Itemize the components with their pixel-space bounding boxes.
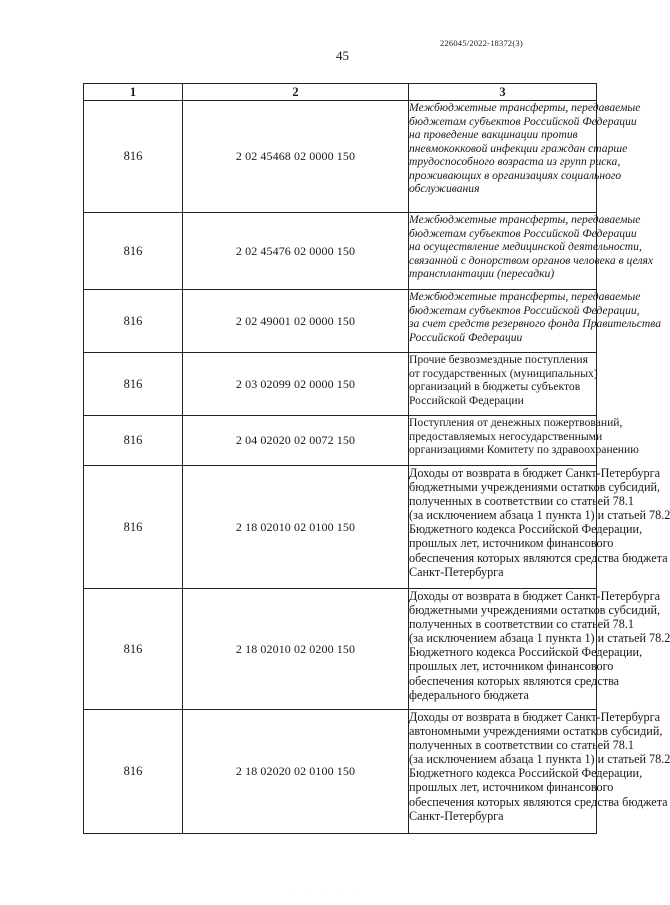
table-row (84, 416, 597, 466)
budget-code-cell: 2 18 02010 02 0200 150 (183, 589, 409, 710)
admin-code-cell: 816 (84, 589, 183, 710)
description-line: организаций в бюджеты субъектов (409, 380, 581, 393)
income-description-cell (409, 213, 654, 290)
income-description-cell (409, 710, 670, 834)
description-line: трансплантации (пересадки) (409, 267, 555, 280)
description-line: федерального бюджета (409, 687, 529, 702)
admin-code-cell: 816 (84, 353, 183, 416)
scan-noise-marks: · · · · · (290, 890, 360, 896)
income-description-cell (409, 416, 639, 466)
description-line: Российской Федерации (409, 393, 524, 407)
description-line: проживающих в организациях социального (409, 168, 622, 182)
description-line: Бюджетного кодекса Российской Федерации, (409, 522, 643, 537)
budget-code-cell: 2 04 02020 02 0072 150 (183, 416, 409, 466)
description-line: Бюджетного кодекса Российской Федерации, (409, 766, 643, 781)
admin-code-cell: 816 (84, 101, 183, 213)
description-line: бюджетам субъектов Российской Федерации (409, 226, 637, 240)
description-line: Прочие безвозмездные поступления (409, 353, 588, 366)
description-line: Межбюджетные трансферты, передаваемые (409, 290, 641, 303)
column-header-3: 3 (409, 84, 597, 101)
admin-code-cell: 816 (84, 416, 183, 466)
description-line: на осуществление медицинской деятельности, (409, 240, 642, 253)
table-row (84, 353, 597, 416)
description-line: (за исключением абзаца 1 пункта 1) и статьей 78.2 (409, 752, 670, 767)
budget-code-cell: 2 18 02020 02 0100 150 (183, 710, 409, 834)
budget-classification-table (83, 83, 670, 834)
description-line: за счет средств резервного фонда Правительства (409, 317, 661, 330)
description-line: Санкт-Петербурга (409, 808, 504, 823)
table-row (84, 290, 597, 353)
description-line: обеспечения которых являются средства бюджета (409, 794, 668, 809)
description-line: Доходы от возврата в бюджет Санкт-Петербурга (409, 466, 660, 480)
budget-code-cell: 2 03 02099 02 0000 150 (183, 353, 409, 416)
description-line: обеспечения которых являются средства (409, 673, 620, 688)
description-line: Санкт-Петербурга (409, 564, 504, 579)
description-line: Доходы от возврата в бюджет Санкт-Петербурга (409, 710, 660, 724)
description-line: на проведение вакцинации против (409, 128, 578, 141)
description-line: предоставляемых негосударственными (409, 429, 603, 443)
description-line: обслуживания (409, 182, 480, 195)
description-line: полученных в соответствии со статьей 78.1 (409, 738, 634, 753)
income-description-cell (409, 290, 661, 353)
description-line: полученных в соответствии со статьей 78.1 (409, 617, 634, 632)
budget-code-cell: 2 18 02010 02 0100 150 (183, 466, 409, 589)
column-header-2: 2 (183, 84, 409, 101)
description-line: Межбюджетные трансферты, передаваемые (409, 213, 641, 226)
admin-code-cell: 816 (84, 290, 183, 353)
description-line: Межбюджетные трансферты, передаваемые (409, 101, 641, 114)
table-row (84, 466, 597, 589)
column-header-1: 1 (84, 84, 183, 101)
description-line: Бюджетного кодекса Российской Федерации, (409, 645, 643, 660)
description-line: Поступления от денежных пожертвований, (409, 416, 623, 429)
table-row (84, 710, 597, 834)
income-description-cell (409, 101, 641, 213)
description-line: прошлых лет, источником финансового (409, 780, 614, 795)
budget-code-cell: 2 02 49001 02 0000 150 (183, 290, 409, 353)
budget-code-cell: 2 02 45476 02 0000 150 (183, 213, 409, 290)
description-line: от государственных (муниципальных) (409, 366, 598, 380)
description-line: бюджетными учреждениями остатков субсидий, (409, 603, 661, 618)
description-line: Доходы от возврата в бюджет Санкт-Петербурга (409, 589, 660, 603)
description-line: прошлых лет, источником финансового (409, 536, 614, 551)
description-line: связанной с донорством органов человека в целях (409, 253, 654, 267)
description-line: бюджетам субъектов Российской Федерации, (409, 303, 640, 317)
budget-code-cell: 2 02 45468 02 0000 150 (183, 101, 409, 213)
table-row (84, 213, 597, 290)
description-line: полученных в соответствии со статьей 78.1 (409, 494, 634, 509)
description-line: автономными учреждениями остатков субсидий, (409, 724, 663, 739)
table-row (84, 101, 597, 213)
description-line: организациями Комитету по здравоохранению (409, 443, 639, 456)
page-number: 45 (336, 48, 349, 63)
admin-code-cell: 816 (84, 466, 183, 589)
income-description-cell (409, 353, 597, 416)
description-line: бюджетам субъектов Российской Федерации (409, 114, 637, 128)
description-line: пневмококковой инфекции граждан старше (409, 141, 628, 155)
description-line: (за исключением абзаца 1 пункта 1) и статьей 78.2 (409, 508, 670, 523)
description-line: трудоспособного возраста из групп риска, (409, 155, 621, 168)
description-line: обеспечения которых являются средства бюджета (409, 550, 668, 565)
description-line: Российской Федерации (409, 330, 523, 344)
description-line: (за исключением абзаца 1 пункта 1) и статьей 78.2 (409, 631, 670, 646)
admin-code-cell: 816 (84, 213, 183, 290)
description-line: прошлых лет, источником финансового (409, 659, 614, 674)
description-line: бюджетными учреждениями остатков субсидий, (409, 480, 661, 495)
table-header-row (84, 84, 597, 101)
income-description-cell (409, 466, 670, 589)
admin-code-cell: 816 (84, 710, 183, 834)
document-registration-number: 226045/2022-18372(3) (440, 38, 523, 48)
table-row (84, 589, 597, 710)
income-description-cell (409, 589, 670, 710)
